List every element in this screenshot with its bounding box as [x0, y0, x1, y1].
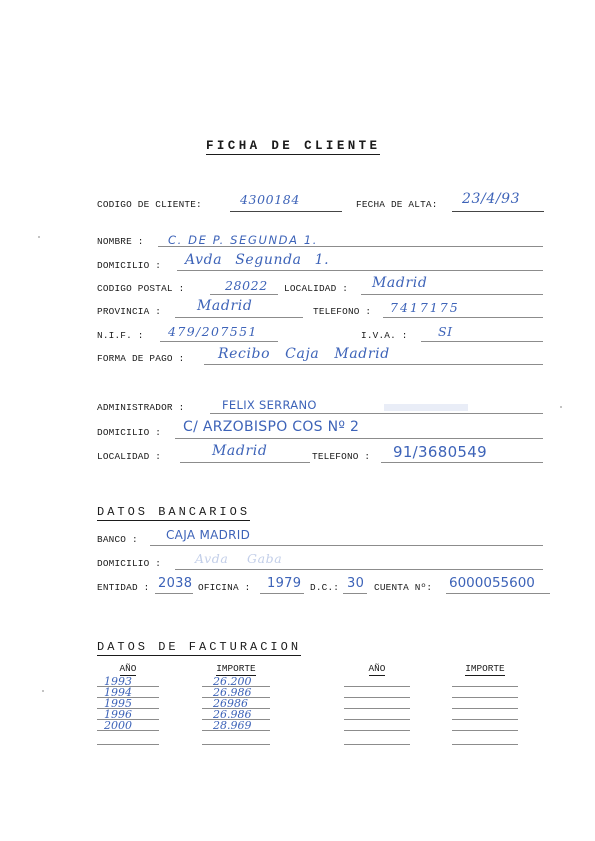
billing-year-header-2: AÑO: [368, 663, 386, 674]
dc-label: D.C.:: [310, 582, 340, 593]
payment-line: [204, 364, 543, 365]
billing-row-line: [344, 730, 410, 731]
billing-row-line: [97, 686, 159, 687]
iva-value[interactable]: SI: [438, 324, 453, 339]
admin-locality-line: [180, 462, 310, 463]
address-value[interactable]: Avda Segunda 1.: [185, 252, 330, 268]
billing-amount-header-1: IMPORTE: [216, 663, 256, 674]
billing-row-line: [344, 708, 410, 709]
bank-address-label: DOMICILIO :: [97, 558, 162, 569]
scan-speck: [38, 236, 40, 238]
locality-line: [361, 294, 543, 295]
postal-code-value[interactable]: 28022: [225, 278, 268, 293]
bank-name-line: [150, 545, 543, 546]
admin-phone-label: TELEFONO :: [312, 451, 371, 462]
signup-date-value[interactable]: 23/4/93: [462, 191, 521, 207]
billing-row-line: [97, 697, 159, 698]
name-label: NOMBRE :: [97, 236, 144, 247]
billing-row-line: [452, 730, 518, 731]
nif-label: N.I.F. :: [97, 330, 144, 341]
dc-line: [343, 593, 367, 594]
admin-name-label: ADMINISTRADOR :: [97, 402, 185, 413]
billing-row-line: [344, 719, 410, 720]
address-line: [177, 270, 543, 271]
entity-label: ENTIDAD :: [97, 582, 150, 593]
locality-label: LOCALIDAD :: [284, 283, 349, 294]
scan-smudge: [384, 404, 468, 411]
phone-line: [383, 317, 543, 318]
account-line: [446, 593, 550, 594]
billing-row-line: [202, 744, 270, 745]
scan-speck: [560, 406, 562, 408]
locality-value[interactable]: Madrid: [372, 275, 428, 291]
billing-row-line: [97, 744, 159, 745]
admin-address-label: DOMICILIO :: [97, 427, 162, 438]
billing-year-cell[interactable]: 1993: [104, 675, 132, 688]
office-value[interactable]: 1979: [267, 576, 302, 591]
billing-year-cell[interactable]: 1995: [104, 697, 132, 710]
billing-row-line: [344, 697, 410, 698]
admin-name-value[interactable]: FELIX SERRANO: [222, 398, 317, 412]
billing-amount-cell[interactable]: 26.200: [213, 675, 252, 688]
billing-row-line: [344, 686, 410, 687]
client-code-line: [230, 211, 342, 212]
province-line: [175, 317, 303, 318]
postal-code-line: [210, 294, 278, 295]
billing-amount-cell[interactable]: 26.986: [213, 708, 252, 721]
phone-label: TELEFONO :: [313, 306, 372, 317]
billing-row-line: [202, 719, 270, 720]
billing-year-cell[interactable]: 1996: [104, 708, 132, 721]
bank-address-line: [175, 569, 543, 570]
phone-value[interactable]: 7417175: [390, 300, 460, 315]
address-label: DOMICILIO :: [97, 260, 162, 271]
billing-row-line: [202, 686, 270, 687]
signup-date-label: FECHA DE ALTA:: [356, 199, 438, 210]
billing-year-header-1: AÑO: [119, 663, 137, 674]
billing-row-line: [202, 708, 270, 709]
payment-value[interactable]: Recibo Caja Madrid: [218, 346, 390, 362]
admin-phone-line: [381, 462, 543, 463]
bank-name-label: BANCO :: [97, 534, 138, 545]
account-value[interactable]: 6000055600: [449, 575, 535, 591]
entity-value[interactable]: 2038: [158, 576, 193, 591]
billing-amount-header-2: IMPORTE: [465, 663, 505, 674]
admin-name-line: [210, 413, 543, 414]
scan-speck: [42, 690, 44, 692]
billing-amount-cell[interactable]: 26.986: [213, 686, 252, 699]
postal-code-label: CODIGO POSTAL :: [97, 283, 185, 294]
billing-row-line: [202, 697, 270, 698]
billing-heading: DATOS DE FACTURACION: [97, 640, 302, 654]
client-code-value[interactable]: 4300184: [240, 192, 300, 207]
iva-label: I.V.A. :: [361, 330, 408, 341]
admin-locality-value[interactable]: Madrid: [212, 443, 268, 459]
name-value[interactable]: C. DE P. SEGUNDA 1.: [168, 233, 319, 247]
payment-label: FORMA DE PAGO :: [97, 353, 185, 364]
billing-row-line: [452, 697, 518, 698]
admin-address-value[interactable]: C/ ARZOBISPO COS Nº 2: [183, 419, 360, 435]
billing-row-line: [97, 719, 159, 720]
nif-line: [160, 341, 278, 342]
account-label: CUENTA Nº:: [374, 582, 433, 593]
admin-phone-value[interactable]: 91/3680549: [393, 443, 487, 461]
iva-line: [421, 341, 543, 342]
admin-locality-label: LOCALIDAD :: [97, 451, 162, 462]
billing-row-line: [452, 708, 518, 709]
province-label: PROVINCIA :: [97, 306, 162, 317]
office-line: [260, 593, 304, 594]
billing-year-cell[interactable]: 2000: [104, 719, 132, 732]
billing-row-line: [452, 744, 518, 745]
billing-row-line: [97, 708, 159, 709]
billing-row-line: [97, 730, 159, 731]
bank-heading: DATOS BANCARIOS: [97, 505, 251, 519]
office-label: OFICINA :: [198, 582, 251, 593]
dc-value[interactable]: 30: [347, 576, 365, 591]
billing-row-line: [344, 744, 410, 745]
signup-date-line: [452, 211, 544, 212]
billing-amount-cell[interactable]: 28.969: [213, 719, 252, 732]
bank-name-value[interactable]: CAJA MADRID: [166, 528, 251, 542]
billing-year-cell[interactable]: 1994: [104, 686, 132, 699]
admin-address-line: [175, 438, 543, 439]
billing-row-line: [452, 719, 518, 720]
billing-row-line: [452, 686, 518, 687]
form-title: FICHA DE CLIENTE: [206, 139, 381, 153]
entity-line: [155, 593, 193, 594]
province-value[interactable]: Madrid: [197, 298, 253, 314]
billing-row-line: [202, 730, 270, 731]
client-code-label: CODIGO DE CLIENTE:: [97, 199, 202, 210]
billing-amount-cell[interactable]: 26986: [213, 697, 248, 710]
bank-address-value[interactable]: Avda Gaba: [195, 551, 283, 566]
nif-value[interactable]: 479/207551: [168, 324, 258, 339]
